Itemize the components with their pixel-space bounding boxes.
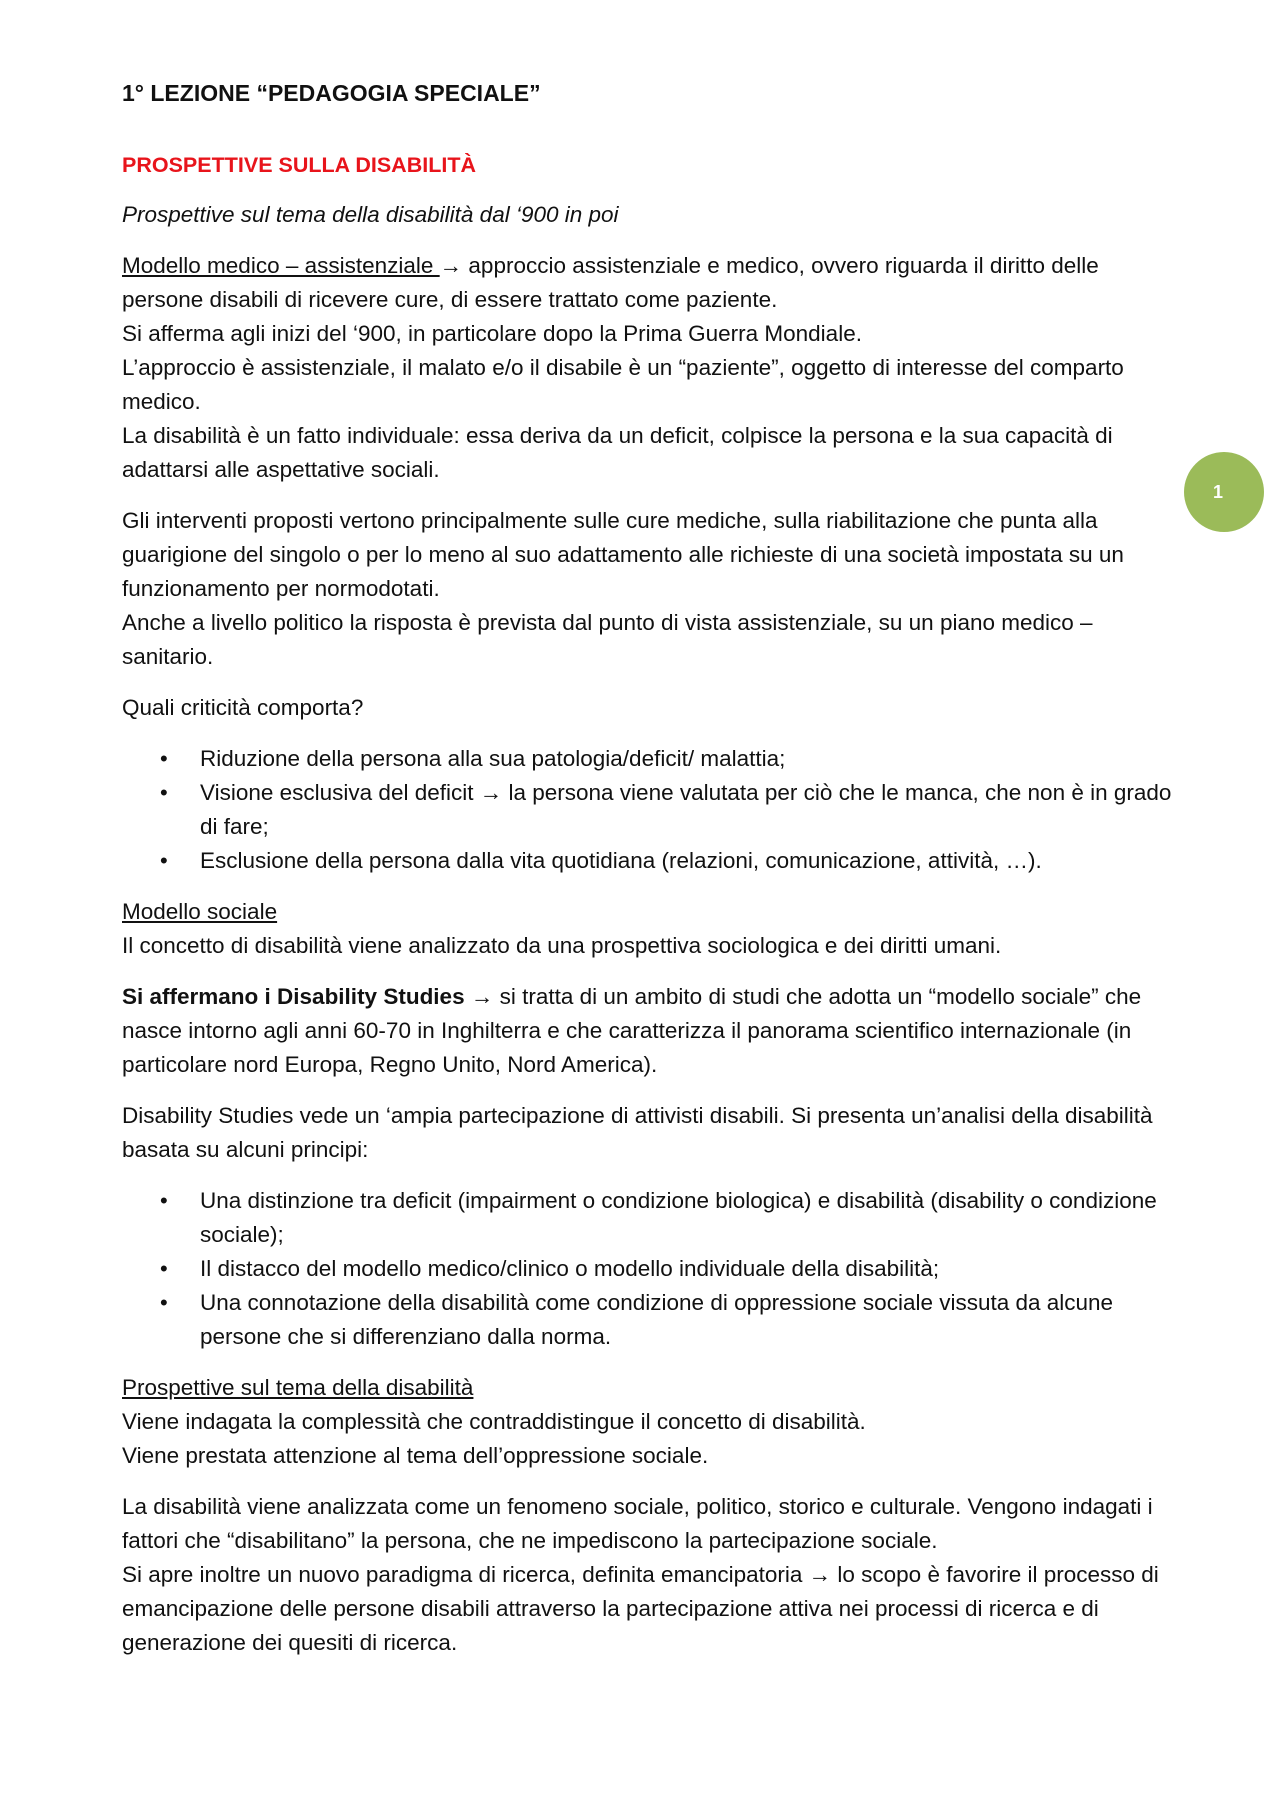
perspectives-paragraph bbox=[122, 1371, 1172, 1473]
social-model-paragraph bbox=[122, 895, 1172, 963]
disability-studies-bold: Si affermano i Disability Studies bbox=[122, 984, 471, 1009]
emancipation-after: lo scopo è favorire il processo di emancipazione delle persone disabili attraverso la partecipazione attiva nei processi di ricerca e di generazione dei quesiti di ricerca. bbox=[122, 1562, 1159, 1655]
medical-model-line: L’approccio è assistenziale, il malato e/o il disabile è un “paziente”, oggetto di interesse del comparto medico. bbox=[122, 355, 1124, 414]
medical-model-paragraph bbox=[122, 249, 1172, 487]
section-heading: PROSPETTIVE SULLA DISABILITÀ bbox=[122, 153, 476, 177]
page-number-badge: 1 bbox=[1184, 452, 1264, 532]
medical-model-line: approccio assistenziale e medico, ovvero riguarda il diritto delle persone disabili di ricevere cure, di essere trattato come paziente. bbox=[122, 253, 1099, 312]
principles-intro: Disability Studies vede un ‘ampia partecipazione di attivisti disabili. Si presenta un’analisi della disabilità basata su alcuni principi: bbox=[122, 1103, 1153, 1162]
list-item: • Una connotazione della disabilità come condizione di oppressione sociale vissuta da alcune persone che si differenziano dalla norma. bbox=[122, 1286, 1172, 1354]
interventions-line: Gli interventi proposti vertono principalmente sulle cure mediche, sulla riabilitazione che punta alla guarigione del singolo o per lo meno al suo adattamento alle richieste di una società impostata su un funzionamento per normodotati. bbox=[122, 508, 1124, 601]
arrow-icon: → bbox=[439, 253, 463, 278]
emancipation-before: Si apre inoltre un nuovo paradigma di ricerca, definita emancipatoria bbox=[122, 1562, 809, 1587]
disability-studies-text: si tratta di un ambito di studi che adotta un “modello sociale” che nasce intorno agli anni 60-70 in Inghilterra e che caratterizza il panorama scientifico internazionale (in particolare nord Europa, Regno Unito, Nord America). bbox=[122, 984, 1142, 1077]
medical-model-label: Modello medico – assistenziale bbox=[122, 253, 440, 278]
arrow-icon: → bbox=[470, 984, 494, 1009]
document-body bbox=[122, 76, 1172, 1677]
criticita-question: Quali criticità comporta? bbox=[122, 695, 364, 720]
social-model-label: Modello sociale bbox=[122, 899, 278, 924]
list-item: • Il distacco del modello medico/clinico o modello individuale della disabilità; bbox=[122, 1252, 1172, 1286]
page-title: 1° LEZIONE “PEDAGOGIA SPECIALE” bbox=[122, 80, 541, 106]
list-item: • Visione esclusiva del deficit → la persona viene valutata per ciò che le manca, che non è in grado di fare; bbox=[122, 776, 1172, 844]
criticita-list bbox=[122, 742, 1172, 878]
final-line: La disabilità viene analizzata come un fenomeno sociale, politico, storico e culturale. Vengono indagati i fattori che “disabilitano” la persona, che ne impediscono la partecipazione sociale. bbox=[122, 1494, 1153, 1553]
emancipation-line bbox=[122, 1558, 1172, 1660]
social-model-text: Il concetto di disabilità viene analizzato da una prospettiva sociologica e dei diritti umani. bbox=[122, 933, 1002, 958]
arrow-icon: → bbox=[808, 1562, 832, 1587]
medical-model-line: Si afferma agli inizi del ‘900, in particolare dopo la Prima Guerra Mondiale. bbox=[122, 321, 862, 346]
principles-list bbox=[122, 1184, 1172, 1354]
interventions-paragraph bbox=[122, 504, 1172, 674]
list-item: • Esclusione della persona dalla vita quotidiana (relazioni, comunicazione, attività, …). bbox=[122, 844, 1172, 878]
list-item: • Riduzione della persona alla sua patologia/deficit/ malattia; bbox=[122, 742, 1172, 776]
perspectives-line: Viene prestata attenzione al tema dell’oppressione sociale. bbox=[122, 1443, 709, 1468]
interventions-line: Anche a livello politico la risposta è prevista dal punto di vista assistenziale, su un piano medico – sanitario. bbox=[122, 610, 1093, 669]
perspectives-line: Viene indagata la complessità che contraddistingue il concetto di disabilità. bbox=[122, 1409, 866, 1434]
list-item: • Una distinzione tra deficit (impairment o condizione biologica) e disabilità (disability o condizione sociale); bbox=[122, 1184, 1172, 1252]
perspectives-label: Prospettive sul tema della disabilità bbox=[122, 1375, 474, 1400]
subtitle: Prospettive sul tema della disabilità dal ‘900 in poi bbox=[122, 202, 619, 227]
medical-model-line: La disabilità è un fatto individuale: essa deriva da un deficit, colpisce la persona e la sua capacità di adattarsi alle aspettative sociali. bbox=[122, 423, 1113, 482]
disability-studies-paragraph bbox=[122, 980, 1172, 1082]
final-paragraph bbox=[122, 1490, 1172, 1660]
